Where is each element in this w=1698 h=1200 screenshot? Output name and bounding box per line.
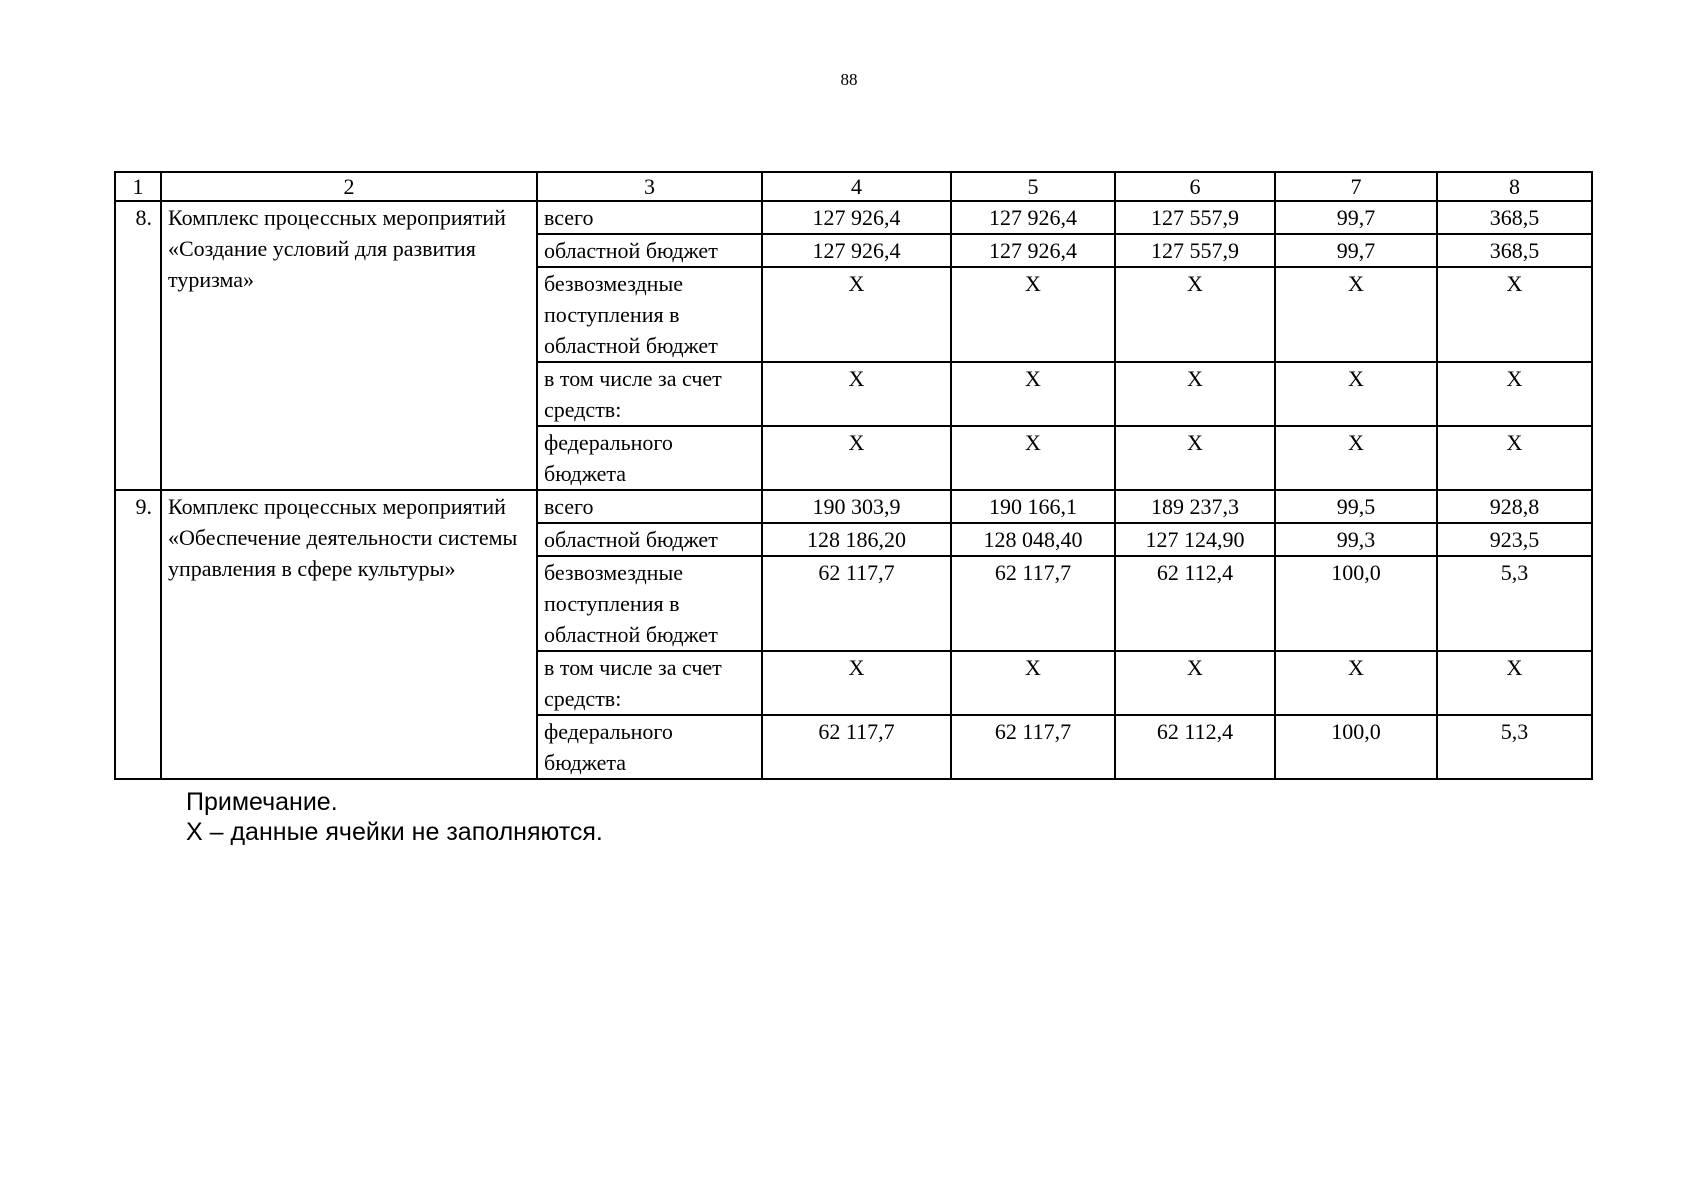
value-cell: 62 117,7 — [951, 715, 1115, 779]
value-cell: X — [1437, 362, 1592, 426]
value-cell: 128 186,20 — [762, 523, 951, 556]
value-cell: X — [762, 267, 951, 362]
row-index: 9. — [115, 490, 161, 779]
footnote — [186, 787, 603, 847]
value-cell: 368,5 — [1437, 201, 1592, 234]
value-cell: X — [951, 362, 1115, 426]
value-cell: 923,5 — [1437, 523, 1592, 556]
value-cell: 928,8 — [1437, 490, 1592, 523]
header-cell: 8 — [1437, 172, 1592, 201]
program-name: Комплекс процессных мероприятий «Обеспечение деятельности системы управления в сфере культуры» — [161, 490, 537, 779]
value-cell: X — [1275, 651, 1437, 715]
value-cell: 127 926,4 — [951, 234, 1115, 267]
funding-source: областной бюджет — [537, 234, 762, 267]
value-cell: 62 117,7 — [762, 715, 951, 779]
header-cell: 5 — [951, 172, 1115, 201]
header-cell: 3 — [537, 172, 762, 201]
value-cell: 127 124,90 — [1115, 523, 1275, 556]
value-cell: 190 166,1 — [951, 490, 1115, 523]
value-cell: X — [951, 426, 1115, 490]
value-cell: X — [762, 362, 951, 426]
value-cell: 127 926,4 — [951, 201, 1115, 234]
funding-source: федерального бюджета — [537, 426, 762, 490]
report-table — [114, 171, 1593, 780]
funding-source: безвозмездные поступления в областной бюджет — [537, 556, 762, 651]
value-cell: X — [1437, 426, 1592, 490]
value-cell: X — [951, 651, 1115, 715]
header-cell: 6 — [1115, 172, 1275, 201]
funding-source: всего — [537, 201, 762, 234]
value-cell: 190 303,9 — [762, 490, 951, 523]
funding-source: федерального бюджета — [537, 715, 762, 779]
value-cell: 99,3 — [1275, 523, 1437, 556]
page-number: 88 — [840, 70, 858, 89]
value-cell: X — [1115, 651, 1275, 715]
value-cell: 127 926,4 — [762, 201, 951, 234]
row-index: 8. — [115, 201, 161, 490]
value-cell: 99,5 — [1275, 490, 1437, 523]
table-row — [115, 490, 1592, 523]
value-cell: 368,5 — [1437, 234, 1592, 267]
value-cell: 62 112,4 — [1115, 715, 1275, 779]
footnote-title: Примечание. — [186, 788, 338, 816]
value-cell: 5,3 — [1437, 715, 1592, 779]
value-cell: 127 557,9 — [1115, 234, 1275, 267]
value-cell: X — [762, 426, 951, 490]
footnote-text: X – данные ячейки не заполняются. — [186, 818, 603, 846]
funding-source: областной бюджет — [537, 523, 762, 556]
value-cell: 100,0 — [1275, 715, 1437, 779]
value-cell: 62 117,7 — [951, 556, 1115, 651]
value-cell: 5,3 — [1437, 556, 1592, 651]
value-cell: X — [1275, 426, 1437, 490]
value-cell: 127 557,9 — [1115, 201, 1275, 234]
funding-source: безвозмездные поступления в областной бюджет — [537, 267, 762, 362]
value-cell: 62 117,7 — [762, 556, 951, 651]
header-cell: 4 — [762, 172, 951, 201]
program-name: Комплекс процессных мероприятий «Создание условий для развития туризма» — [161, 201, 537, 490]
header-cell: 2 — [161, 172, 537, 201]
table-row — [115, 201, 1592, 234]
value-cell: 127 926,4 — [762, 234, 951, 267]
value-cell: X — [951, 267, 1115, 362]
value-cell: 100,0 — [1275, 556, 1437, 651]
value-cell: X — [1115, 426, 1275, 490]
value-cell: X — [1115, 267, 1275, 362]
value-cell: X — [1275, 362, 1437, 426]
value-cell: 189 237,3 — [1115, 490, 1275, 523]
value-cell: X — [1437, 651, 1592, 715]
value-cell: X — [1437, 267, 1592, 362]
header-cell: 7 — [1275, 172, 1437, 201]
value-cell: X — [762, 651, 951, 715]
table-header-row — [115, 172, 1592, 201]
value-cell: 99,7 — [1275, 201, 1437, 234]
value-cell: 62 112,4 — [1115, 556, 1275, 651]
value-cell: 99,7 — [1275, 234, 1437, 267]
value-cell: X — [1115, 362, 1275, 426]
funding-source: всего — [537, 490, 762, 523]
funding-source: в том числе за счет средств: — [537, 651, 762, 715]
value-cell: X — [1275, 267, 1437, 362]
value-cell: 128 048,40 — [951, 523, 1115, 556]
header-cell: 1 — [115, 172, 161, 201]
funding-source: в том числе за счет средств: — [537, 362, 762, 426]
